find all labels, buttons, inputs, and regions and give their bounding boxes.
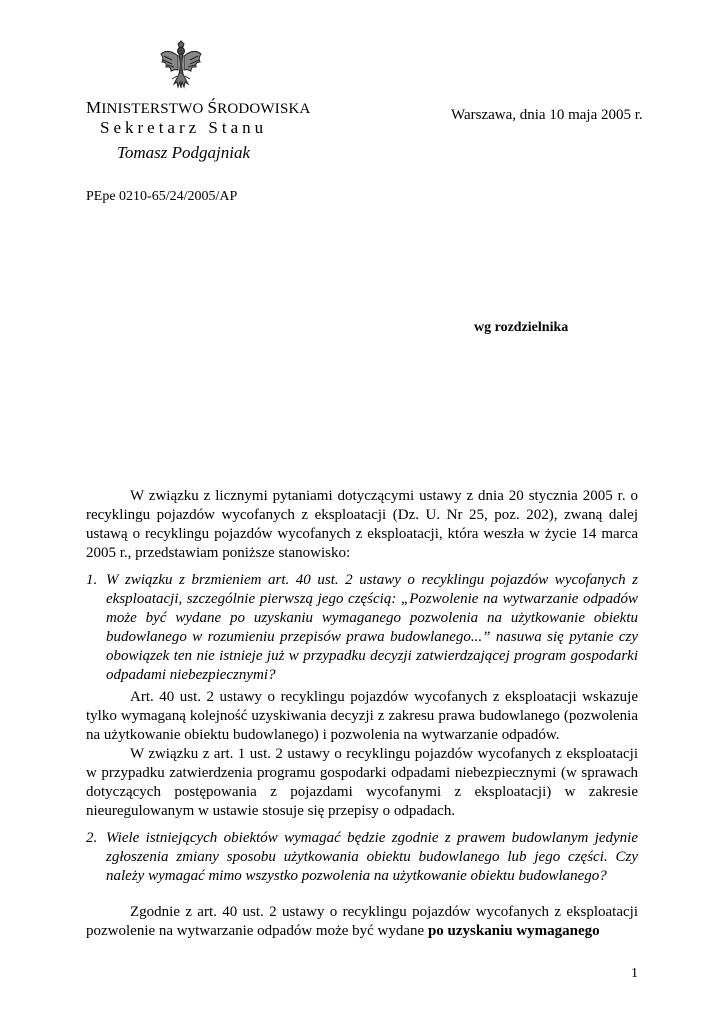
answer-2-emphasis: po uzyskaniu wymaganego — [427, 923, 600, 939]
question-number: 1. — [86, 572, 98, 588]
office-title: Sekretarz Stanu — [100, 118, 268, 137]
polish-eagle-emblem-icon — [158, 40, 204, 98]
question-text: W związku z brzmieniem art. 40 ust. 2 ustawy o recyklingu pojazdów wycofanych z eksploatacji, szczególnie pierwszą jego częścią: „Pozwolenie na wytwarzanie odpadów może być wydane po uzyskaniu wymaganego pozwolenia na użytkowanie obiektu budowlanego w rozumieniu przepisów prawa budowlanego...” nasuwa się pytanie czy obowiązek ten nie istnieje już w przypadku decyzji zatwierdzającej program gospodarki odpadami niebezpiecznymi? — [106, 572, 638, 683]
question-2 — [86, 829, 638, 886]
question-number: 2. — [86, 830, 98, 846]
recipient: wg rozdzielnika — [474, 320, 569, 335]
ministry-name: MINISTERSTWO ŚRODOWISKA — [86, 98, 311, 117]
intro-paragraph: W związku z licznymi pytaniami dotyczącymi ustawy z dnia 20 stycznia 2005 r. o recyklingu pojazdów wycofanych z eksploatacji (Dz. U. Nr 25, poz. 202), zwaną dalej ustawą o recyklingu pojazdów wycofanych z eksploatacji, która weszła w życie 14 marca 2005 r., przedstawiam poniższe stanowisko: — [86, 488, 638, 561]
page-number: 1 — [631, 966, 638, 981]
reference-number: PEpe 0210-65/24/2005/AP — [86, 189, 238, 204]
question-text: Wiele istniejących obiektów wymagać będzie zgodnie z prawem budowlanym jedynie zgłoszenia zmiany sposobu użytkowania obiektu budowlanego lub jego części. Czy należy wymagać mimo wszystko pozwolenia na użytkowanie obiektu budowlanego? — [106, 830, 638, 884]
place-date: Warszawa, dnia 10 maja 2005 r. — [451, 107, 643, 123]
question-1 — [86, 571, 638, 685]
answer-1-paragraph-1: Art. 40 ust. 2 ustawy o recyklingu pojazdów wycofanych z eksploatacji wskazuje tylko wymaganą kolejność uzyskiwania decyzji z zakresu prawa budowlanego (pozwolenia na użytkowanie obiektu budowlanego) i pozwolenia na wytwarzanie odpadów. — [86, 689, 638, 743]
answer-2-text: Zgodnie z art. 40 ust. 2 ustawy o recyklingu pojazdów wycofanych z eksploatacji pozwolenie na wytwarzanie odpadów może być wydane — [86, 904, 638, 939]
answer-1-paragraph-2: W związku z art. 1 ust. 2 ustawy o recyklingu pojazdów wycofanych z eksploatacji w przypadku zatwierdzenia programu gospodarki odpadami niebezpiecznymi (w sprawach dotyczących postępowania z pojazdami wycofanymi z eksploatacji) w zakresie nieuregulowanym w ustawie stosuje się przepisy o odpadach. — [86, 746, 638, 819]
signatory-name: Tomasz Podgajniak — [117, 143, 251, 162]
answer-2-paragraph — [86, 903, 638, 941]
